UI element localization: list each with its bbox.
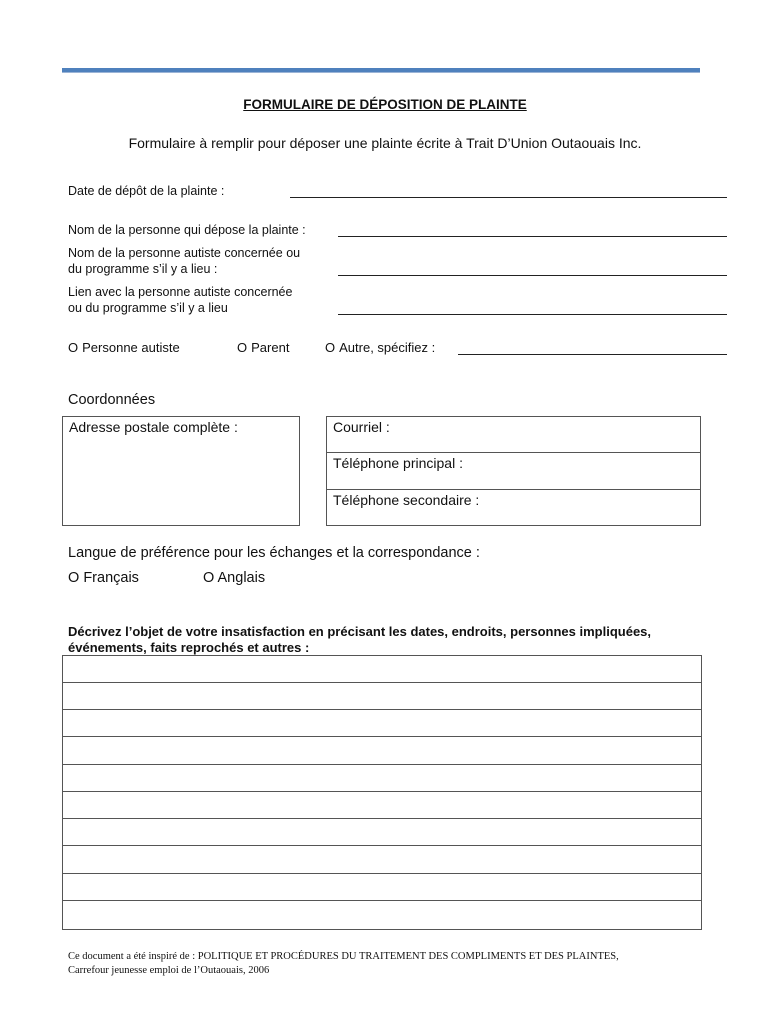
radio-autre[interactable] — [325, 340, 435, 355]
radio-parent-label: Parent — [251, 340, 290, 355]
lien-field[interactable] — [338, 314, 727, 315]
footer-credit-2: Carrefour jeunesse emploi de l’Outaouais, 2006 — [68, 965, 270, 976]
radio-personne-autiste[interactable] — [68, 340, 180, 355]
autre-specify-field[interactable] — [458, 354, 727, 355]
description-line[interactable] — [63, 902, 701, 929]
radio-circle-icon: O — [68, 340, 79, 355]
lien-label-1: Lien avec la personne autiste concernée — [68, 285, 293, 299]
description-line[interactable] — [63, 765, 701, 792]
header-rule — [62, 68, 700, 73]
radio-autre-label: Autre, spécifiez : — [339, 340, 436, 355]
description-line[interactable] — [63, 792, 701, 819]
radio-anglais-label: Anglais — [217, 570, 266, 586]
description-box[interactable] — [62, 655, 702, 930]
radio-anglais[interactable] — [203, 570, 265, 586]
radio-francais[interactable] — [68, 570, 139, 586]
nom-autiste-label-1: Nom de la personne autiste concernée ou — [68, 246, 301, 260]
description-line[interactable] — [63, 656, 701, 683]
lien-label-2: ou du programme s’il y a lieu — [68, 301, 228, 315]
description-line[interactable] — [63, 874, 701, 901]
form-title: FORMULAIRE DE DÉPOSITION DE PLAINTE — [243, 97, 527, 112]
coordonnees-heading: Coordonnées — [68, 392, 156, 408]
nom-autiste-label-2: du programme s’il y a lieu : — [68, 262, 218, 276]
langue-question: Langue de préférence pour les échanges et la correspondance : — [68, 545, 480, 561]
adresse-label: Adresse postale complète : — [69, 419, 238, 435]
telephone-secondaire-field[interactable] — [327, 490, 700, 525]
description-label-1: Décrivez l’objet de votre insatisfaction en précisant les dates, endroits, personnes impliquées, — [68, 624, 652, 639]
contact-box — [326, 416, 701, 526]
telephone-principal-label: Téléphone principal : — [333, 455, 463, 471]
radio-circle-icon: O — [325, 340, 336, 355]
form-subtitle: Formulaire à remplir pour déposer une plainte écrite à Trait D’Union Outaouais Inc. — [128, 135, 642, 151]
radio-circle-icon: O — [68, 570, 80, 586]
nom-autiste-field[interactable] — [338, 275, 727, 276]
adresse-box[interactable] — [62, 416, 300, 526]
radio-parent[interactable] — [237, 340, 289, 355]
date-depot-label: Date de dépôt de la plainte : — [68, 184, 225, 198]
nom-deposant-field[interactable] — [338, 236, 727, 237]
description-line[interactable] — [63, 819, 701, 846]
radio-circle-icon: O — [203, 570, 215, 586]
telephone-principal-field[interactable] — [327, 453, 700, 490]
radio-personne-autiste-label: Personne autiste — [82, 340, 180, 355]
description-label-2: événements, faits reprochés et autres : — [68, 640, 310, 655]
description-line[interactable] — [63, 738, 701, 765]
footer-credit-1: Ce document a été inspiré de : POLITIQUE ET PROCÉDURES DU TRAITEMENT DES COMPLIMENTS ET DES PLAINTES, — [68, 951, 619, 962]
courriel-label: Courriel : — [333, 419, 390, 435]
description-line[interactable] — [63, 847, 701, 874]
nom-deposant-label: Nom de la personne qui dépose la plainte : — [68, 223, 306, 237]
radio-francais-label: Français — [83, 570, 139, 586]
description-line[interactable] — [63, 710, 701, 737]
telephone-secondaire-label: Téléphone secondaire : — [333, 492, 480, 508]
date-depot-field[interactable] — [290, 197, 727, 198]
courriel-field[interactable] — [327, 417, 700, 453]
radio-circle-icon: O — [237, 340, 248, 355]
description-line[interactable] — [63, 683, 701, 710]
